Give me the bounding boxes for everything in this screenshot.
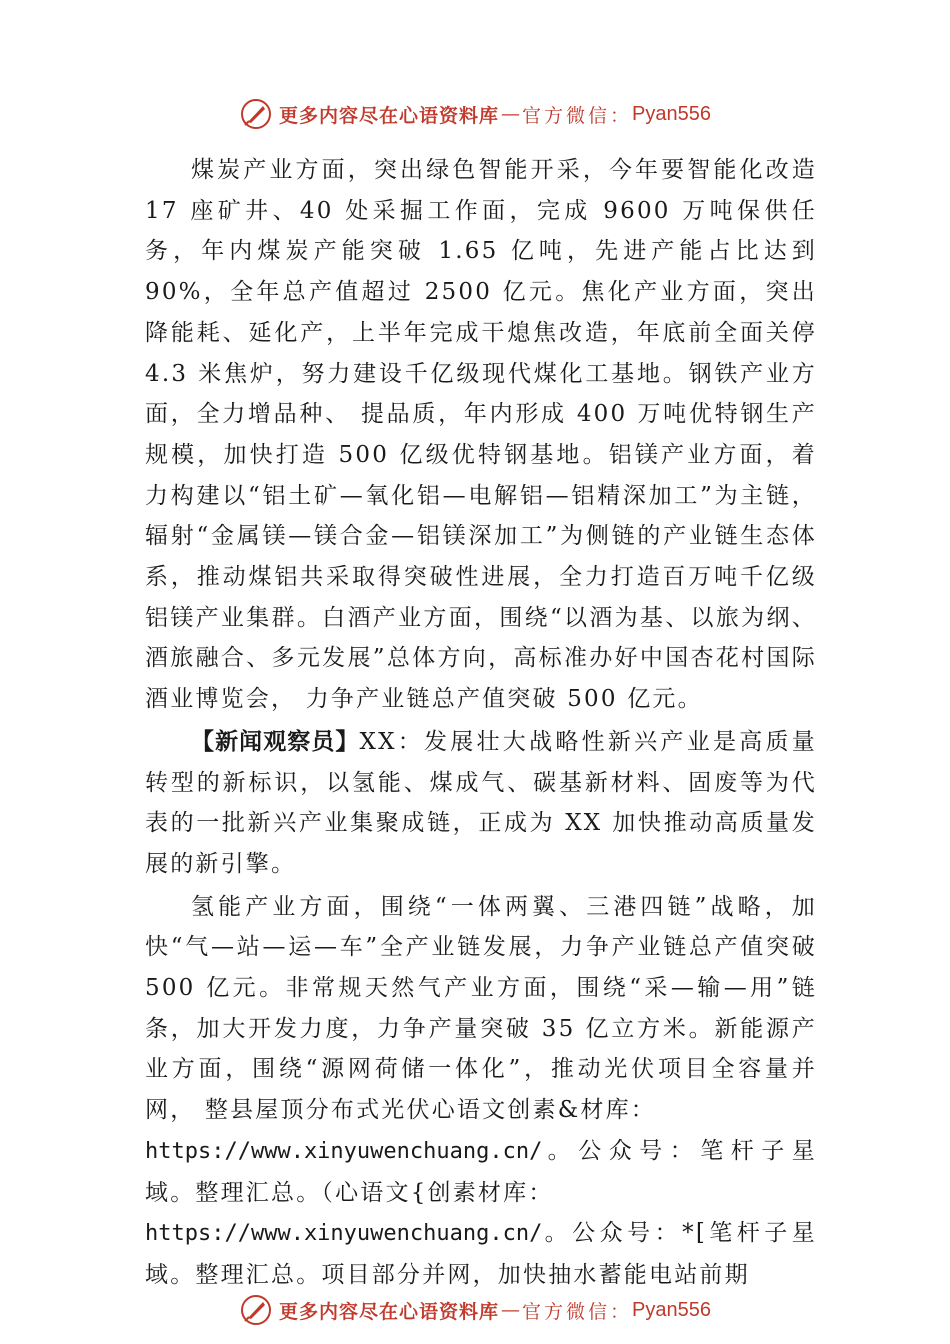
banner-wechat-id: Pyan556	[632, 102, 711, 125]
paragraph-coal-industry: 煤炭产业方面，突出绿色智能开采，今年要智能化改造 17 座矿井、40 处采掘工作面，完成 9600 万吨保供任务，年内煤炭产能突破 1.65 亿吨，先进产能占比达到 90%，全年总产值超过 2500 亿元。焦化产业方面，突出降能耗、延化产，上半年完成干熄焦改造，年底前全面关停 4.3 米焦炉，努力建设千亿级现代煤化工基地。钢铁产业方面，全力增品种、 提品质，年内形成 400 万吨优特钢生产规模，加快打造 500 亿级优特钢基地。铝镁产业方面，着力构建以“铝土矿—氧化铝—电解铝—铝精深加工”为主链，辐射“金属镁—镁合金—铝镁深加工”为侧链的产业链生态体系，推动煤铝共采取得突破性进展，全力打造百万吨千亿级铝镁产业集群。白酒产业方面，围绕“以酒为基、以旅为纲、酒旅融合、多元发展”总体方向，高标准办好中国杏花村国际酒业博览会， 力争产业链总产值突破 500 亿元。	[145, 157, 817, 713]
banner-wechat-label: 官方微信：	[522, 1300, 633, 1323]
document-body	[145, 150, 817, 1296]
banner-main-text: 更多内容尽在心语资料库	[279, 1300, 500, 1323]
quill-logo-icon	[239, 1293, 273, 1327]
hydrogen-text-end: 。公众号：*[笔杆子星域。整理汇总。项目部分并网，加快抽水蓄能电站前期	[145, 1220, 817, 1288]
banner-wechat-label: 官方微信：	[522, 104, 633, 127]
header-banner	[0, 94, 950, 134]
source-url-2: https://www.xinyuwenchuang.cn/	[145, 1221, 543, 1247]
banner-wechat-id: Pyan556	[632, 1298, 711, 1321]
banner-separator: —	[501, 103, 521, 125]
quill-logo-icon	[239, 97, 273, 131]
banner-main-text: 更多内容尽在心语资料库	[279, 104, 500, 127]
news-observer-text: XX：发展壮大战略性新兴产业是高质量转型的新标识，以氢能、煤成气、碳基新材料、固废等为代表的一批新兴产业集聚成链，正成为 XX 加快推动高质量发展的新引擎。	[145, 728, 817, 877]
source-url-1: https://www.xinyuwenchuang.cn/	[145, 1138, 543, 1164]
hydrogen-text: 氢能产业方面，围绕“一体两翼、三港四链”战略，加快“气—站—运—车”全产业链发展，力争产业链总产值突破 500 亿元。非常规天然气产业方面，围绕“采—输—用”链条，加大开发力度，力争产量突破 35 亿立方米。新能源产业方面，围绕“源网荷储一体化”，推动光伏项目全容量并网， 整县屋顶分布式光伏心语文创素&材库：	[145, 893, 817, 1124]
footer-banner	[0, 1290, 950, 1330]
watermark-text: 。公众号：笔杆子星域。整理汇总。（心语文{创素材库：	[145, 1137, 817, 1206]
banner-separator: —	[501, 1299, 521, 1321]
paragraph-hydrogen-industry	[145, 887, 817, 1296]
paragraph-news-observer	[145, 722, 817, 885]
news-observer-tag: 【新闻观察员】	[191, 727, 360, 755]
